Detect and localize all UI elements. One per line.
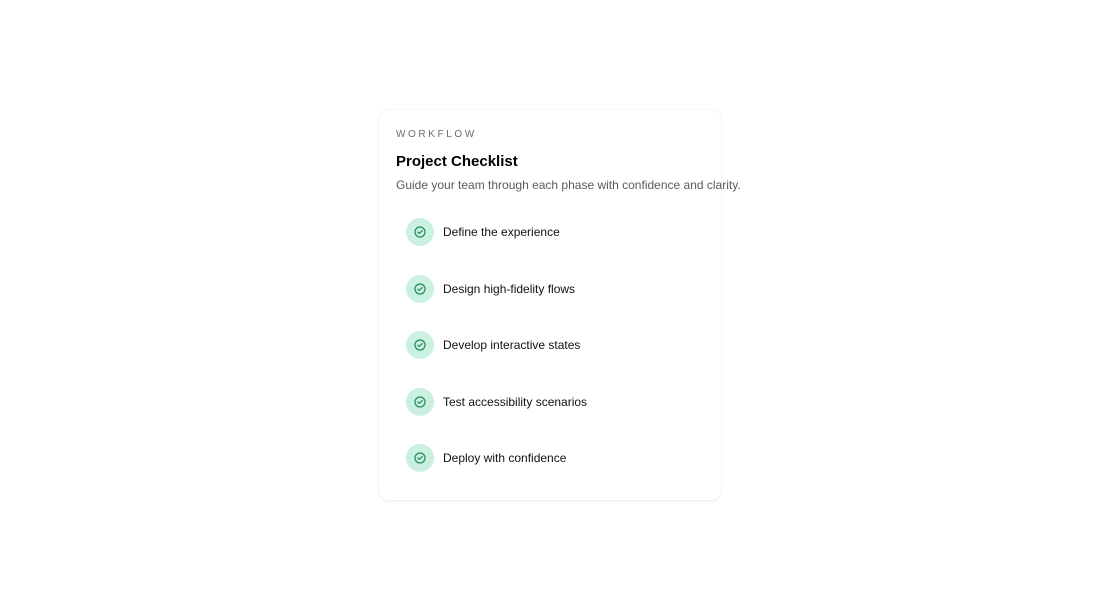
check-circle-icon (406, 388, 434, 416)
eyebrow-label: WORKFLOW (396, 129, 477, 140)
list-item[interactable] (406, 275, 587, 303)
checklist-card (379, 110, 741, 500)
list-item[interactable] (406, 388, 587, 416)
list-item[interactable] (406, 331, 587, 359)
checklist (406, 218, 587, 501)
check-circle-icon (406, 444, 434, 472)
check-circle-icon (406, 218, 434, 246)
list-item-label: Design high-fidelity flows (443, 281, 576, 296)
check-circle-icon (406, 331, 434, 359)
list-item[interactable] (406, 444, 587, 472)
list-item-label: Develop interactive states (443, 338, 581, 352)
card-title: Project Checklist (396, 153, 518, 170)
list-item-label: Deploy with confidence (443, 451, 567, 465)
list-item-label: Define the experience (443, 225, 560, 239)
check-circle-icon (406, 275, 434, 303)
card-subtitle: Guide your team through each phase with confidence and clarity. (396, 178, 741, 192)
list-item[interactable] (406, 218, 587, 246)
list-item-label: Test accessibility scenarios (443, 394, 588, 409)
